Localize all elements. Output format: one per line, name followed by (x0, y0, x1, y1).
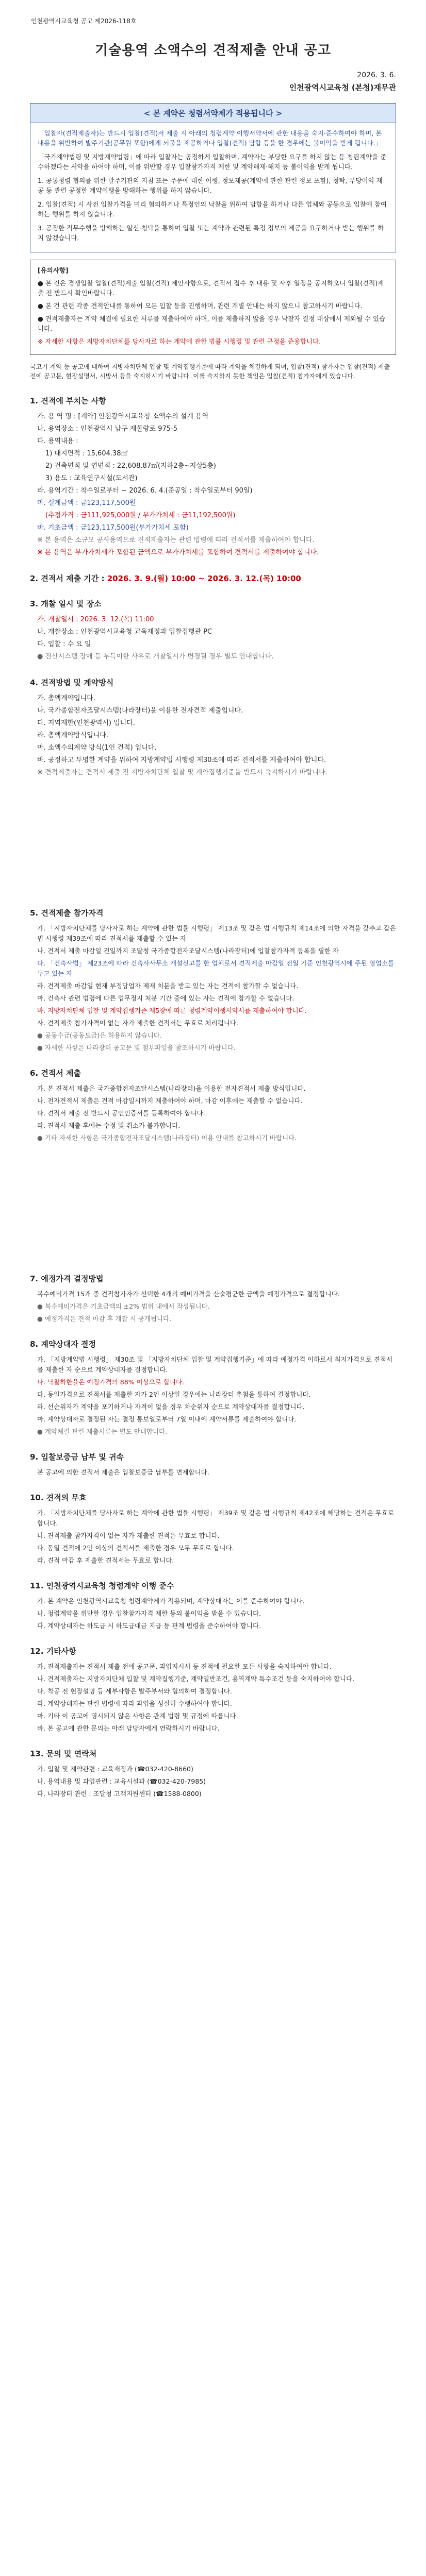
section-line: 나. 국가종합전자조달시스템(나라장터)을 이용한 전자견적 제출입니다. (37, 707, 243, 715)
section-line: 나. 개찰장소 : 인천광역시교육청 교육재정과 입찰집행관 PC (37, 628, 212, 636)
section-line: ● 복수예비가격은 기초금액의 ±2% 범위 내에서 작성됩니다. (37, 1302, 210, 1310)
section-line: 다. 계약상대자는 하도급 시 하도급대금 지급 등 관계 법령을 준수하여야 합니다. (37, 1622, 261, 1630)
notice-number: 인천광역시교육청 공고 제2026-118호 (31, 18, 137, 25)
section-title: 6. 견적서 제출 (30, 1069, 81, 1078)
section-line: 바. 기초금액 : 금123,117,500원(부가가치세 포함) (37, 524, 189, 532)
section-line: 마. 설계금액 : 금123,117,500원 (37, 499, 136, 507)
integrity-notice-para: 「국가계약법령 및 지방계약법령」에 따라 입찰자는 공정하게 입찰하며, 계약자는 부당한 요구를 하지 않는 등 청렴계약을 준수하겠다는 서약을 하여야 하며, 이를 위반할 경우 입찰참가자격 제한 및 계약해제·해지 등 불이익을 받게 됩니다. (38, 153, 387, 171)
section-line: 라. 용역기간 : 착수일로부터 ~ 2026. 6. 4.(준공일 : 착수일로부터 90일) (37, 487, 253, 495)
caution-item: ● 견적제출자는 계약 체결에 필요한 서류를 제출하여야 하며, 이를 제출하지 않을 경우 낙찰자 결정 대상에서 제외될 수 있습니다. (38, 315, 386, 332)
section-line: 나. 견적제출자는 지방자치단체 입찰 및 계약집행기준, 계약일반조건, 용역계약 특수조건 등을 숙지하여야 합니다. (37, 1675, 355, 1683)
section-line: 다. 입찰 : 수 요 일 (37, 640, 91, 648)
section-line: 라. 견적 마감 후 제출한 견적서는 무효로 합니다. (37, 1556, 174, 1564)
section-line: 라. 총액계약방식입니다. (37, 732, 108, 739)
section-line: 가. 「지방계약법 시행령」 제30조 및 「지방자치단체 입찰 및 계약집행기준」에 따라 예정가격 이하로서 최저가격으로 견적서를 제출한 자 순으로 계약상대자를 결정합니다. (37, 1355, 393, 1374)
section-title: 9. 입찰보증금 납부 및 귀속 (30, 1452, 124, 1462)
section-line: 마. 계약상대자로 결정된 자는 결정 통보일로부터 7일 이내에 계약서류를 제출하여야 합니다. (37, 1415, 297, 1423)
section-title: 12. 기타사항 (30, 1647, 76, 1656)
section-line: ● 자세한 사항은 나라장터 공고문 및 첨부파일을 참조하시기 바랍니다. (37, 1044, 236, 1052)
section-line: 3) 용도 : 교육연구시설(도서관) (45, 474, 138, 482)
section-line: ● 기타 자세한 사항은 국가종합전자조달시스템(나라장터) 이용 안내를 참고하시기 바랍니다. (37, 1134, 297, 1142)
section-13 (30, 1748, 396, 1799)
caution-title: [유의사항] (38, 266, 69, 274)
integrity-notice-list-item: 2. 입찰(견적) 시 사전 입찰가격을 미리 협의하거나 특정인의 낙찰을 위하여 담합을 하거나 다른 업체와 공동으로 입찰에 참여하는 행위를 하지 않습니다. (38, 200, 387, 218)
section-line: 바. 지방자치단체 입찰 및 계약집행기준 제5장에 따른 청렴계약이행서약서를 제출하여야 합니다. (37, 1007, 307, 1014)
notice-meta (30, 69, 396, 94)
section-12 (30, 1646, 396, 1734)
section-line: 마. 소액수의계약 방식(1인 견적) 입니다. (37, 744, 157, 752)
integrity-notice-body (30, 123, 396, 252)
page-title: 기술용역 소액수의 견적제출 안내 공고 (94, 43, 332, 58)
section-4 (30, 677, 396, 778)
section-title-label: 2. 견적서 제출 기간 : (30, 574, 105, 583)
section-line: ※ 본 용역은 소규모 공사용역으로 견적제출자는 관련 법령에 따라 견적서를 제출하여야 합니다. (37, 536, 315, 544)
section-line: 가. 개찰일시 : 2026. 3. 12.(목) 11:00 (37, 616, 154, 623)
section-line: ● 예정가격은 견적 마감 후 개찰 시 공개됩니다. (37, 1315, 172, 1323)
section-line: 복수예비가격 15개 중 견적참가자가 선택한 4개의 예비가격을 산술평균한 금액을 예정가격으로 결정합니다. (37, 1290, 340, 1298)
section-5 (30, 907, 396, 1053)
integrity-notice-para: 「입찰자(견적제출자)는 반드시 입찰(견적)서 제출 시 아래의 청렴계약 이행서약서에 관한 내용을 숙지·준수하여야 하며, 본 내용을 위반하여 발주기관(공무원 포함)에게 뇌물을 제공하거나 입찰(견적) 담합 등을 한 경우에는 불이익을 받게 됩니다.」 (38, 129, 382, 147)
section-line: 다. 「건축사법」 제23조에 따라 건축사사무소 개설신고를 한 업체로서 견적제출 마감일 전일 기준 인천광역시에 주된 영업소를 두고 있는 자 (37, 959, 395, 977)
contact-line: 나. 용역내용 및 과업관련 : 교육시설과 (☎032-420-7985) (37, 1777, 206, 1785)
section-title: 4. 견적방법 및 계약방식 (30, 678, 114, 687)
section-line: 다. 착공 전 현장설명 등 세부사항은 발주부서와 협의하여 결정합니다. (37, 1687, 232, 1695)
section-line: 다. 동일가격으로 견적서를 제출한 자가 2인 이상일 경우에는 나라장터 추첨을 통하여 결정합니다. (37, 1391, 311, 1398)
section-line: 가. 견적제출자는 견적서 제출 전에 공고문, 과업지시서 등 견적에 필요한 모든 사항을 숙지하여야 합니다. (37, 1663, 332, 1670)
section-line: 가. 총액계약입니다. (37, 694, 95, 702)
section-line: 나. 견적제출 참가자격이 없는 자가 제출한 견적은 무효로 합니다. (37, 1532, 220, 1539)
integrity-notice-title: < 본 계약은 청렴서약제가 적용됩니다 > (30, 104, 396, 123)
section-line: 가. 용 역 명 : [계약] 인천광역시교육청 소액수의 설계 용역 (37, 413, 209, 420)
section-line: 나. 견적서 제출 마감일 전일까지 조달청 국가종합전자조달시스템(나라장터)에 입찰참가자격 등록을 필한 자 (37, 947, 339, 955)
section-line: (추정가격 : 금111,925,000원 / 부가가치세 : 금11,192,500원) (45, 512, 236, 519)
section-line: 라. 견적서 제출 후에는 수정 및 취소가 불가합니다. (37, 1122, 181, 1129)
section-line: 본 공고에 의한 견적서 제출은 입찰보증금 납부를 면제합니다. (37, 1468, 209, 1476)
contact-line: 다. 나라장터 관련 : 조달청 고객지원센터 (☎1588-0800) (37, 1790, 202, 1798)
section-line: 나. 용역장소 : 인천광역시 남구 제물량로 975-5 (37, 425, 178, 433)
section-line: 마. 건축사 관련 법령에 따른 업무정지 처분 기간 중에 있는 자는 견적에 참가할 수 없습니다. (37, 994, 294, 1002)
caution-item: ● 본 건 관련 각종 견적안내를 통하여 모든 입찰 등을 진행하며, 관련 개별 안내는 하지 않으니 참고하시기 바랍니다. (38, 302, 363, 310)
section-line: 나. 전자견적서 제출은 견적 마감일시까지 제출하여야 하며, 마감 이후에는 제출할 수 없습니다. (37, 1097, 303, 1105)
integrity-notice-list-item: 3. 공정한 직무수행을 방해하는 알선·청탁을 통하여 입찰 또는 계약과 관련된 특정 정보의 제공을 요구하거나 받는 행위를 하지 않겠습니다. (38, 224, 384, 242)
notice-date: 2026. 3. 6. (357, 71, 396, 79)
section-9 (30, 1451, 396, 1478)
caution-item: ● 본 건은 경쟁입찰 입찰(견적)제출 입찰(견적) 제안사항으로, 견적서 접수 후 내용 및 사후 일정을 공지하오니 입찰(견적)제출 전 반드시 확인바랍니다. (38, 279, 384, 297)
section-line: 바. 공정하고 투명한 계약을 위하여 지방계약법 시행령 제30조에 따라 견적서를 제출하여야 합니다. (37, 756, 326, 764)
section-title: 1. 견적에 부치는 사항 (30, 396, 106, 405)
section-line: 나. 낙찰하한율은 예정가격의 88% 이상으로 합니다. (37, 1378, 185, 1386)
integrity-notice-list-item: 1. 공통청렴 협의를 위한 발주기관의 지침 또는 주문에 대한 이행, 정보제공(계약에 관한 관련 정보 포함), 청탁, 부당이익 제공 등 관련 공정한 계약이행을 방해하는 행위를 하지 않습니다. (38, 177, 383, 194)
section-title: 5. 견적제출 참가자격 (30, 908, 104, 918)
general-note: 국고기 계약 등 공고에 대하여 지방자치단체 입찰 및 계약집행기준에 따라 계약을 체결하게 되며, 입찰(견적) 참가자는 입찰(견적) 제출 전에 공고문, 현장설명서, 시방서 등을 숙지하시기 바랍니다. 이를 숙지하지 못한 책임은 입찰(견적) 참가자에게 있습니다. (30, 363, 390, 380)
section-line: 바. 본 공고에 관한 문의는 아래 담당자에게 연락하시기 바랍니다. (37, 1724, 220, 1732)
section-2 (30, 573, 396, 584)
section-line: 다. 견적서 제출 전 반드시 공인인증서를 등록하여야 합니다. (37, 1109, 205, 1117)
section-8 (30, 1338, 396, 1437)
section-line: ● 공동수급(공동도급)은 허용하지 않습니다. (37, 1031, 162, 1039)
section-6 (30, 1067, 396, 1143)
section-title: 3. 개찰 일시 및 장소 (30, 599, 102, 608)
submission-period: 2026. 3. 9.(월) 10:00 ~ 2026. 3. 12.(목) 10:00 (107, 574, 301, 583)
integrity-notice-box (30, 103, 396, 252)
section-title (30, 573, 396, 584)
section-line: ● 전산시스템 장애 등 부득이한 사유로 개찰일시가 변경될 경우 별도 안내합니다. (37, 653, 274, 660)
section-line: 다. 지역제한(인천광역시) 입니다. (37, 719, 135, 727)
section-line: ※ 본 용역은 부가가치세가 포함된 금액으로 부가가치세를 포함하여 견적서를 제출하여야 합니다. (37, 549, 319, 556)
section-line: ● 계약체결 관련 제출서류는 별도 안내합니다. (37, 1428, 168, 1435)
spacer (30, 779, 396, 893)
section-title: 10. 견적의 무효 (30, 1493, 87, 1502)
contact-line: 가. 입찰 및 계약관련 : 교육재정과 (☎032-420-8660) (37, 1765, 193, 1773)
section-title: 11. 인천광역시교육청 청렴계약 이행 준수 (30, 1581, 174, 1590)
agency-name: 인천광역시교육청 (본청)재무관 (289, 83, 396, 92)
section-line: 라. 계약상대자는 관련 법령에 따라 과업을 성실히 수행하여야 합니다. (37, 1700, 232, 1707)
section-line: 다. 용역내용 : (37, 437, 78, 445)
section-title: 13. 문의 및 연락처 (30, 1749, 97, 1758)
section-10 (30, 1492, 396, 1566)
section-11 (30, 1580, 396, 1631)
section-3 (30, 598, 396, 663)
section-1 (30, 395, 396, 558)
section-line: 가. 본 계약은 인천광역시교육청 청렴계약제가 적용되며, 계약상대자는 이를 준수하여야 합니다. (37, 1597, 305, 1605)
section-line: 사. 견적제출 참가자격이 없는 자가 제출한 견적서는 무효로 처리됩니다. (37, 1019, 238, 1027)
section-line: ※ 견적제출자는 견적서 제출 전 지방자치단체 입찰 및 계약집행기준을 반드시 숙지하시기 바랍니다. (37, 769, 327, 776)
section-line: 라. 선순위자가 계약을 포기하거나 자격이 없을 경우 차순위자 순으로 계약상대자를 결정합니다. (37, 1403, 305, 1411)
section-line: 가. 「지방자치단체를 당사자로 하는 계약에 관한 법률 시행령」 제13조 및 같은 법 시행규칙 제14조에 의한 자격을 갖추고 같은 법 시행령 제39조에 따라 견적서를 제출할 수 있는 자 (37, 924, 396, 942)
section-line: 가. 본 견적서 제출은 국가종합전자조달시스템(나라장터)을 이용한 전자견적서 제출 방식입니다. (37, 1084, 306, 1092)
caution-box (30, 260, 396, 355)
section-line: 2) 건축면적 및 연면적 : 22,608.87㎡(지하2층~지상5층) (45, 462, 216, 470)
section-line: 다. 동일 견적에 2인 이상의 견적서를 제출한 경우 모두 무효로 합니다. (37, 1544, 234, 1552)
section-line: 나. 청렴계약을 위반한 경우 입찰참가자격 제한 등의 불이익을 받을 수 있습니다. (37, 1609, 261, 1617)
section-line: 1) 대지면적 : 15,604.38㎡ (45, 450, 128, 457)
section-7 (30, 1273, 396, 1324)
section-line: 마. 기타 이 공고에 명시되지 않은 사항은 관계 법령 및 규정에 따릅니다. (37, 1712, 238, 1720)
caution-item: ※ 자세한 사항은 지방자치단체를 당사자로 하는 계약에 관한 법률 시행령 및 관련 규정을 준용합니다. (38, 337, 321, 345)
section-line: 라. 견적제출 마감일 현재 부정당업자 제재 처분을 받고 있는 자는 견적에 참가할 수 없습니다. (37, 982, 299, 990)
section-title: 8. 계약상대자 결정 (30, 1340, 96, 1349)
section-title: 7. 예정가격 결정방법 (30, 1274, 104, 1283)
section-line: 가. 「지방자치단체를 당사자로 하는 계약에 관한 법률 시행령」 제39조 및 같은 법 시행규칙 제42조에 해당하는 견적은 무효로 합니다. (37, 1509, 394, 1527)
spacer (30, 1145, 396, 1259)
